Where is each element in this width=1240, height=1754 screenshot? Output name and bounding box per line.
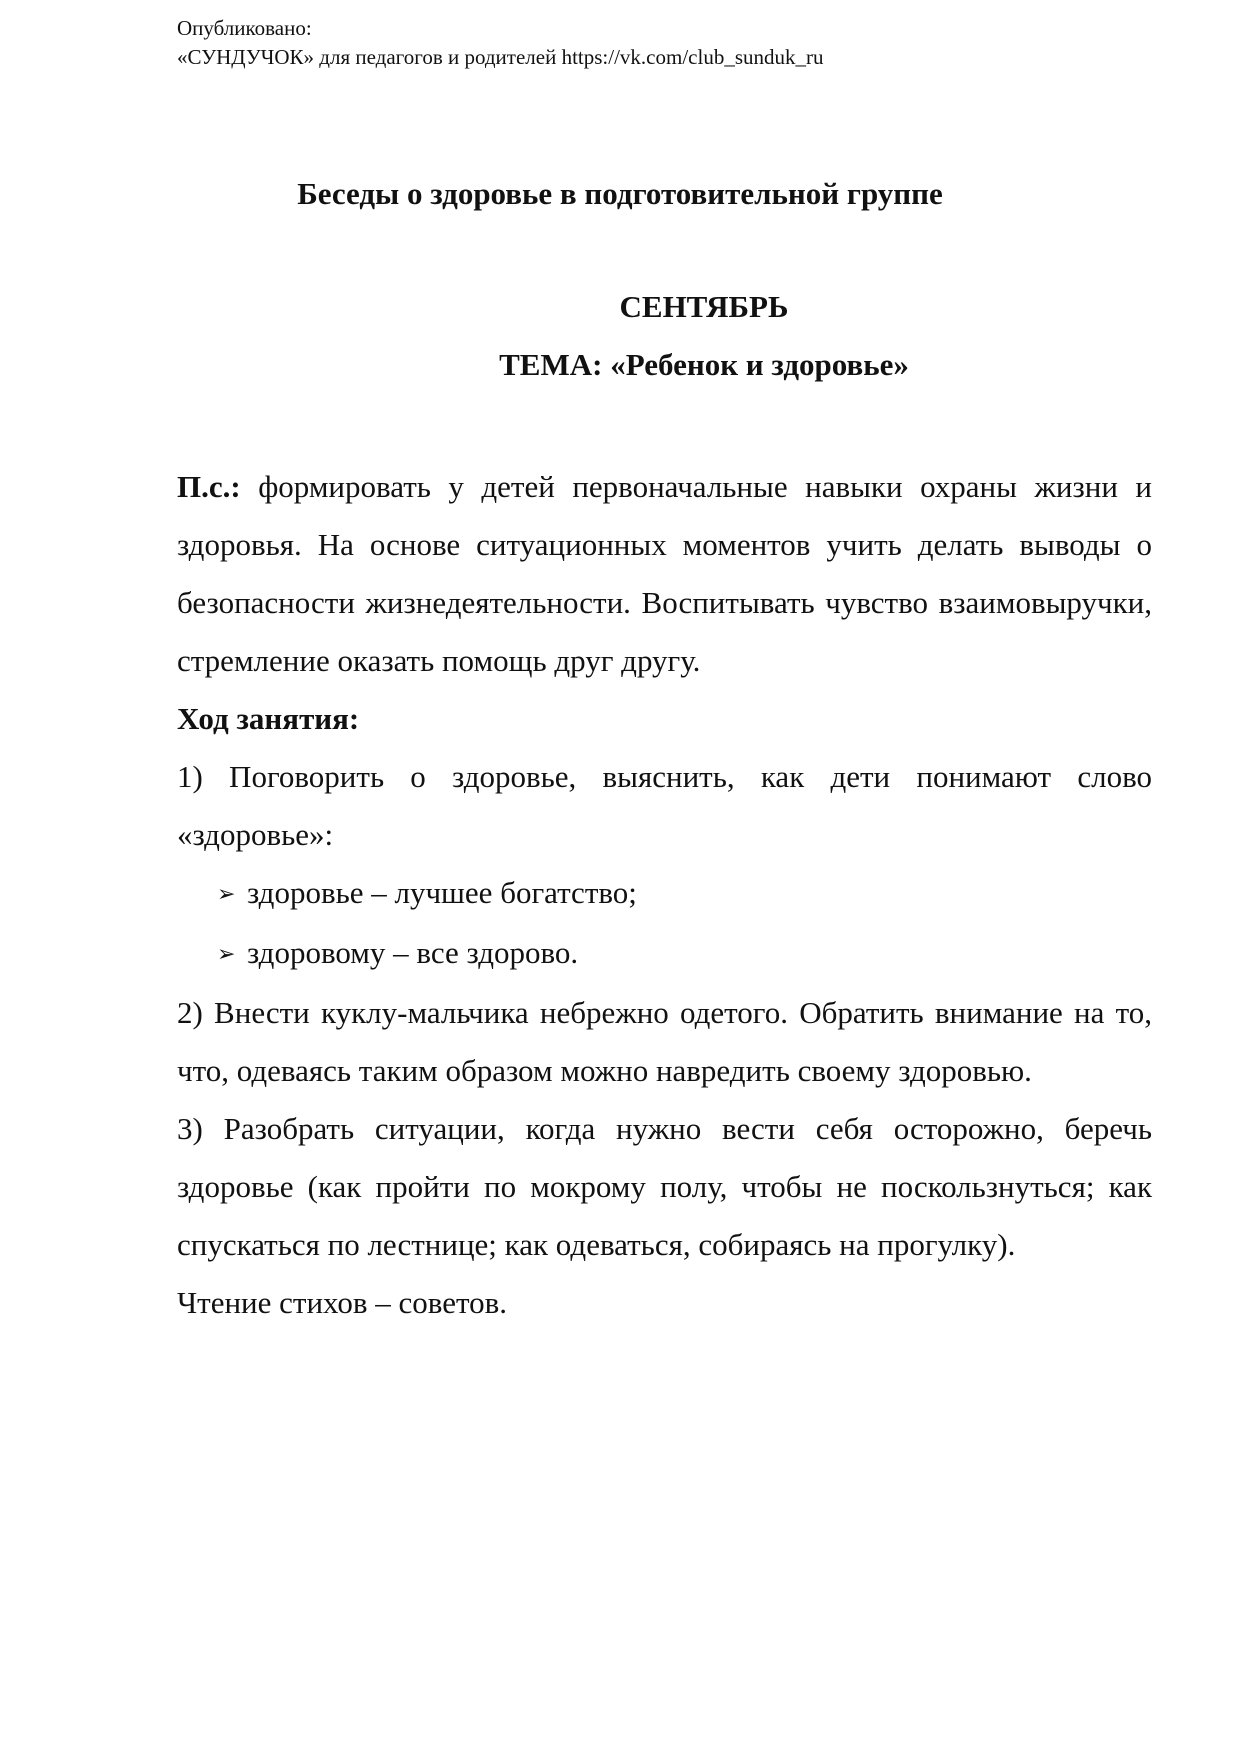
goal-label: П.с.:: [177, 469, 241, 504]
reading-line: Чтение стихов – советов.: [177, 1285, 507, 1320]
published-label: Опубликовано:: [177, 16, 312, 40]
goal-paragraph: [177, 458, 1152, 690]
list-item: [177, 864, 1152, 924]
step-3: 3) Разобрать ситуации, когда нужно вести себя осторожно, беречь здоровье (как пройти по мокрому полу, чтобы не поскользнуться; как спускаться по лестнице; как одеваться, собираясь на прогулку).: [177, 1111, 1152, 1262]
month-heading: СЕНТЯБРЬ: [619, 289, 789, 324]
publisher-line: «СУНДУЧОК» для педагогов и родителей https://vk.com/club_sunduk_ru: [177, 45, 824, 69]
goal-text: формировать у детей первоначальные навыки охраны жизни и здоровья. На основе ситуационных моментов учить делать выводы о безопасности жизнедеятельности. Воспитывать чувство взаимовыручки, стремление оказать помощь друг другу.: [177, 469, 1152, 678]
step-2: 2) Внести куклу-мальчика небрежно одетого. Обратить внимание на то, что, одеваясь таким образом можно навредить своему здоровью.: [177, 995, 1152, 1088]
publication-header: [177, 14, 824, 72]
arrow-bullet-icon: ➢: [217, 942, 236, 967]
document-title: Беседы о здоровье в подготовительной группе: [297, 176, 943, 211]
document-body: [177, 458, 1152, 1332]
list-item-text: здоровье – лучшее богатство;: [247, 875, 637, 910]
list-item-text: здоровому – все здорово.: [247, 935, 579, 970]
list-item: [177, 924, 1152, 984]
arrow-bullet-icon: ➢: [217, 882, 236, 907]
course-heading: Ход занятия:: [177, 701, 360, 736]
topic-heading: ТЕМА: «Ребенок и здоровье»: [499, 347, 909, 382]
step-1: 1) Поговорить о здоровье, выяснить, как дети понимают слово «здоровье»:: [177, 759, 1152, 852]
